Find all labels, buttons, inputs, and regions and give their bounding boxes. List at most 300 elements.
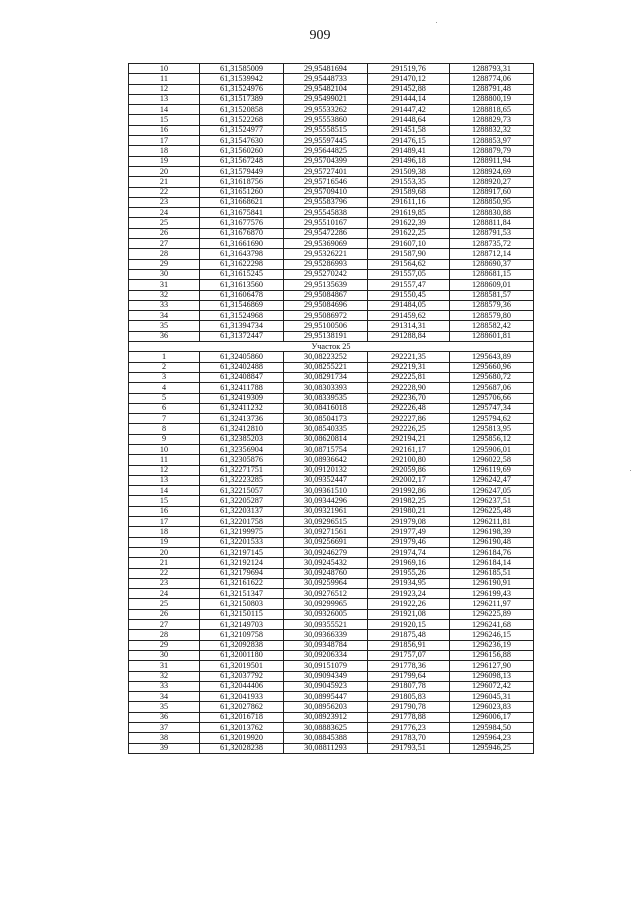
- table-row: [129, 568, 534, 578]
- y-coordinate-cell: 1288829,73: [450, 115, 534, 125]
- x-coordinate-cell: 292194,21: [368, 434, 450, 444]
- y-coordinate-cell: 1288793,31: [450, 64, 534, 74]
- point-number-cell: 18: [129, 527, 200, 537]
- latitude-cell: 61,31546869: [200, 300, 284, 310]
- point-number-cell: 37: [129, 723, 200, 733]
- point-number-cell: 19: [129, 537, 200, 547]
- longitude-cell: 30,09352447: [284, 475, 368, 485]
- point-number-cell: 14: [129, 105, 200, 115]
- y-coordinate-cell: 1296211,81: [450, 517, 534, 527]
- x-coordinate-cell: 291969,16: [368, 558, 450, 568]
- latitude-cell: 61,32013762: [200, 723, 284, 733]
- latitude-cell: 61,31677576: [200, 218, 284, 228]
- x-coordinate-cell: 291589,68: [368, 187, 450, 197]
- table-row: [129, 187, 534, 197]
- table-row: [129, 372, 534, 382]
- point-number-cell: 34: [129, 692, 200, 702]
- point-number-cell: 25: [129, 599, 200, 609]
- table-row: [129, 630, 534, 640]
- latitude-cell: 61,32402488: [200, 362, 284, 372]
- point-number-cell: 12: [129, 465, 200, 475]
- latitude-cell: 61,31520858: [200, 105, 284, 115]
- y-coordinate-cell: 1288601,81: [450, 331, 534, 341]
- point-number-cell: 21: [129, 558, 200, 568]
- longitude-cell: 30,08339535: [284, 393, 368, 403]
- latitude-cell: 61,32419309: [200, 393, 284, 403]
- y-coordinate-cell: 1288582,42: [450, 321, 534, 331]
- point-number-cell: 39: [129, 743, 200, 753]
- latitude-cell: 61,32019920: [200, 733, 284, 743]
- y-coordinate-cell: 1296190,91: [450, 578, 534, 588]
- point-number-cell: 34: [129, 311, 200, 321]
- table-row: [129, 558, 534, 568]
- latitude-cell: 61,32027862: [200, 702, 284, 712]
- longitude-cell: 29,95583796: [284, 197, 368, 207]
- point-number-cell: 26: [129, 228, 200, 238]
- y-coordinate-cell: 1296098,13: [450, 671, 534, 681]
- x-coordinate-cell: 291444,14: [368, 94, 450, 104]
- point-number-cell: 35: [129, 321, 200, 331]
- point-number-cell: 27: [129, 620, 200, 630]
- table-row: [129, 414, 534, 424]
- y-coordinate-cell: 1288581,57: [450, 290, 534, 300]
- longitude-cell: 30,08303393: [284, 383, 368, 393]
- y-coordinate-cell: 1296072,42: [450, 681, 534, 691]
- table-row: [129, 609, 534, 619]
- x-coordinate-cell: 291979,08: [368, 517, 450, 527]
- table-row: [129, 733, 534, 743]
- x-coordinate-cell: 291519,76: [368, 64, 450, 74]
- x-coordinate-cell: 292059,86: [368, 465, 450, 475]
- longitude-cell: 30,08811293: [284, 743, 368, 753]
- y-coordinate-cell: 1296127,90: [450, 661, 534, 671]
- latitude-cell: 61,31524977: [200, 125, 284, 135]
- latitude-cell: 61,32041933: [200, 692, 284, 702]
- x-coordinate-cell: 292226,48: [368, 403, 450, 413]
- x-coordinate-cell: 291974,74: [368, 547, 450, 557]
- y-coordinate-cell: 1288579,80: [450, 311, 534, 321]
- y-coordinate-cell: 1296198,39: [450, 527, 534, 537]
- table-row: [129, 537, 534, 547]
- x-coordinate-cell: 292226,25: [368, 424, 450, 434]
- table-row: [129, 702, 534, 712]
- x-coordinate-cell: 291922,26: [368, 599, 450, 609]
- latitude-cell: 61,32385203: [200, 434, 284, 444]
- table-row: [129, 249, 534, 259]
- point-number-cell: 31: [129, 661, 200, 671]
- longitude-cell: 30,09256691: [284, 537, 368, 547]
- x-coordinate-cell: 292236,70: [368, 393, 450, 403]
- table-row: [129, 589, 534, 599]
- x-coordinate-cell: 291496,18: [368, 156, 450, 166]
- latitude-cell: 61,32405860: [200, 352, 284, 362]
- y-coordinate-cell: 1296241,68: [450, 620, 534, 630]
- latitude-cell: 61,32028238: [200, 743, 284, 753]
- table-row: [129, 197, 534, 207]
- x-coordinate-cell: 291459,62: [368, 311, 450, 321]
- point-number-cell: 36: [129, 712, 200, 722]
- x-coordinate-cell: 291955,26: [368, 568, 450, 578]
- latitude-cell: 61,31651260: [200, 187, 284, 197]
- latitude-cell: 61,31560260: [200, 146, 284, 156]
- table-row: [129, 424, 534, 434]
- point-number-cell: 16: [129, 506, 200, 516]
- x-coordinate-cell: 292225,81: [368, 372, 450, 382]
- point-number-cell: 24: [129, 589, 200, 599]
- scan-speck: [630, 470, 631, 471]
- x-coordinate-cell: 291470,12: [368, 74, 450, 84]
- point-number-cell: 12: [129, 84, 200, 94]
- point-number-cell: 17: [129, 517, 200, 527]
- point-number-cell: 19: [129, 156, 200, 166]
- longitude-cell: 29,95482104: [284, 84, 368, 94]
- table-row: [129, 321, 534, 331]
- page-number: 909: [309, 28, 331, 43]
- table-row: [129, 681, 534, 691]
- x-coordinate-cell: 292161,17: [368, 444, 450, 454]
- x-coordinate-cell: 291550,45: [368, 290, 450, 300]
- table-row: [129, 578, 534, 588]
- table-row: [129, 331, 534, 341]
- point-number-cell: 1: [129, 352, 200, 362]
- y-coordinate-cell: 1288579,36: [450, 300, 534, 310]
- table-row: [129, 218, 534, 228]
- latitude-cell: 61,32019501: [200, 661, 284, 671]
- y-coordinate-cell: 1296156,88: [450, 650, 534, 660]
- longitude-cell: 30,08255221: [284, 362, 368, 372]
- longitude-cell: 29,95472286: [284, 228, 368, 238]
- latitude-cell: 61,31668621: [200, 197, 284, 207]
- x-coordinate-cell: 291799,64: [368, 671, 450, 681]
- coordinates-table: [128, 63, 534, 754]
- point-number-cell: 14: [129, 486, 200, 496]
- x-coordinate-cell: 291934,95: [368, 578, 450, 588]
- longitude-cell: 29,95286993: [284, 259, 368, 269]
- point-number-cell: 24: [129, 208, 200, 218]
- section-title: Участок 25: [129, 342, 534, 352]
- y-coordinate-cell: 1288830,88: [450, 208, 534, 218]
- point-number-cell: 21: [129, 177, 200, 187]
- table-row: [129, 475, 534, 485]
- x-coordinate-cell: 291619,85: [368, 208, 450, 218]
- latitude-cell: 61,32305876: [200, 455, 284, 465]
- longitude-cell: 30,08923912: [284, 712, 368, 722]
- table-row: [129, 362, 534, 372]
- table-row: [129, 136, 534, 146]
- table-row: [129, 661, 534, 671]
- y-coordinate-cell: 1288609,01: [450, 280, 534, 290]
- latitude-cell: 61,31615245: [200, 269, 284, 279]
- point-number-cell: 10: [129, 64, 200, 74]
- y-coordinate-cell: 1296225,89: [450, 609, 534, 619]
- y-coordinate-cell: 1288791,53: [450, 228, 534, 238]
- x-coordinate-cell: 291923,24: [368, 589, 450, 599]
- latitude-cell: 61,32001180: [200, 650, 284, 660]
- longitude-cell: 29,95716546: [284, 177, 368, 187]
- y-coordinate-cell: 1296242,47: [450, 475, 534, 485]
- latitude-cell: 61,32044406: [200, 681, 284, 691]
- latitude-cell: 61,31394734: [200, 321, 284, 331]
- longitude-cell: 30,08845388: [284, 733, 368, 743]
- table-row: [129, 393, 534, 403]
- longitude-cell: 29,95270242: [284, 269, 368, 279]
- table-row: [129, 290, 534, 300]
- longitude-cell: 30,09296515: [284, 517, 368, 527]
- x-coordinate-cell: 291783,70: [368, 733, 450, 743]
- y-coordinate-cell: 1296006,17: [450, 712, 534, 722]
- latitude-cell: 61,31372447: [200, 331, 284, 341]
- x-coordinate-cell: 291553,35: [368, 177, 450, 187]
- point-number-cell: 9: [129, 434, 200, 444]
- y-coordinate-cell: 1296023,83: [450, 702, 534, 712]
- table-row: [129, 166, 534, 176]
- y-coordinate-cell: 1295794,62: [450, 414, 534, 424]
- longitude-cell: 29,95086972: [284, 311, 368, 321]
- table-row: [129, 228, 534, 238]
- x-coordinate-cell: 291314,31: [368, 321, 450, 331]
- x-coordinate-cell: 291447,42: [368, 105, 450, 115]
- y-coordinate-cell: 1295660,96: [450, 362, 534, 372]
- latitude-cell: 61,31579449: [200, 166, 284, 176]
- point-number-cell: 18: [129, 146, 200, 156]
- longitude-cell: 30,08956203: [284, 702, 368, 712]
- y-coordinate-cell: 1288879,79: [450, 146, 534, 156]
- table-row: [129, 599, 534, 609]
- point-number-cell: 29: [129, 640, 200, 650]
- latitude-cell: 61,32197145: [200, 547, 284, 557]
- latitude-cell: 61,32356904: [200, 444, 284, 454]
- y-coordinate-cell: 1295687,06: [450, 383, 534, 393]
- table-row: [129, 650, 534, 660]
- table-row: [129, 280, 534, 290]
- latitude-cell: 61,32179694: [200, 568, 284, 578]
- latitude-cell: 61,31585009: [200, 64, 284, 74]
- latitude-cell: 61,31539942: [200, 74, 284, 84]
- point-number-cell: 30: [129, 650, 200, 660]
- point-number-cell: 38: [129, 733, 200, 743]
- y-coordinate-cell: 1288920,27: [450, 177, 534, 187]
- latitude-cell: 61,31618756: [200, 177, 284, 187]
- table-row: [129, 239, 534, 249]
- latitude-cell: 61,31613560: [200, 280, 284, 290]
- longitude-cell: 30,09120132: [284, 465, 368, 475]
- x-coordinate-cell: 291757,07: [368, 650, 450, 660]
- y-coordinate-cell: 1288800,19: [450, 94, 534, 104]
- table-row: [129, 692, 534, 702]
- y-coordinate-cell: 1295643,89: [450, 352, 534, 362]
- longitude-cell: 29,95481694: [284, 64, 368, 74]
- point-number-cell: 17: [129, 136, 200, 146]
- coordinates-table-body: [129, 64, 534, 754]
- x-coordinate-cell: 291564,62: [368, 259, 450, 269]
- x-coordinate-cell: 292228,90: [368, 383, 450, 393]
- point-number-cell: 4: [129, 383, 200, 393]
- point-number-cell: 32: [129, 290, 200, 300]
- longitude-cell: 29,95533262: [284, 105, 368, 115]
- y-coordinate-cell: 1295747,34: [450, 403, 534, 413]
- table-row: [129, 620, 534, 630]
- scan-speck: [436, 22, 437, 23]
- table-row: [129, 156, 534, 166]
- table-row: [129, 444, 534, 454]
- longitude-cell: 30,08540335: [284, 424, 368, 434]
- x-coordinate-cell: 291484,05: [368, 300, 450, 310]
- point-number-cell: 11: [129, 455, 200, 465]
- longitude-cell: 30,08620814: [284, 434, 368, 444]
- x-coordinate-cell: 291557,47: [368, 280, 450, 290]
- y-coordinate-cell: 1295856,12: [450, 434, 534, 444]
- y-coordinate-cell: 1288818,65: [450, 105, 534, 115]
- longitude-cell: 30,09344296: [284, 496, 368, 506]
- point-number-cell: 35: [129, 702, 200, 712]
- latitude-cell: 61,31522268: [200, 115, 284, 125]
- latitude-cell: 61,31547630: [200, 136, 284, 146]
- point-number-cell: 25: [129, 218, 200, 228]
- y-coordinate-cell: 1288832,32: [450, 125, 534, 135]
- longitude-cell: 29,95727401: [284, 166, 368, 176]
- y-coordinate-cell: 1295680,72: [450, 372, 534, 382]
- latitude-cell: 61,32412810: [200, 424, 284, 434]
- longitude-cell: 29,95644825: [284, 146, 368, 156]
- x-coordinate-cell: 291856,91: [368, 640, 450, 650]
- y-coordinate-cell: 1295984,50: [450, 723, 534, 733]
- longitude-cell: 30,09326005: [284, 609, 368, 619]
- table-row: [129, 269, 534, 279]
- table-row: [129, 146, 534, 156]
- latitude-cell: 61,32411788: [200, 383, 284, 393]
- x-coordinate-cell: 292221,35: [368, 352, 450, 362]
- table-row: [129, 403, 534, 413]
- latitude-cell: 61,32161622: [200, 578, 284, 588]
- table-row: [129, 74, 534, 84]
- x-coordinate-cell: 292219,31: [368, 362, 450, 372]
- x-coordinate-cell: 291288,84: [368, 331, 450, 341]
- latitude-cell: 61,32201533: [200, 537, 284, 547]
- table-row: [129, 517, 534, 527]
- point-number-cell: 29: [129, 259, 200, 269]
- latitude-cell: 61,32223285: [200, 475, 284, 485]
- point-number-cell: 7: [129, 414, 200, 424]
- longitude-cell: 29,95545838: [284, 208, 368, 218]
- table-row: [129, 84, 534, 94]
- longitude-cell: 30,08995447: [284, 692, 368, 702]
- x-coordinate-cell: 291778,36: [368, 661, 450, 671]
- longitude-cell: 30,08715754: [284, 444, 368, 454]
- latitude-cell: 61,32203137: [200, 506, 284, 516]
- longitude-cell: 29,95510167: [284, 218, 368, 228]
- point-number-cell: 32: [129, 671, 200, 681]
- longitude-cell: 30,08504173: [284, 414, 368, 424]
- x-coordinate-cell: 291807,78: [368, 681, 450, 691]
- y-coordinate-cell: 1288917,60: [450, 187, 534, 197]
- point-number-cell: 36: [129, 331, 200, 341]
- point-number-cell: 22: [129, 187, 200, 197]
- y-coordinate-cell: 1296045,31: [450, 692, 534, 702]
- table-row: [129, 208, 534, 218]
- point-number-cell: 20: [129, 547, 200, 557]
- y-coordinate-cell: 1296184,14: [450, 558, 534, 568]
- y-coordinate-cell: 1295946,25: [450, 743, 534, 753]
- longitude-cell: 30,08416018: [284, 403, 368, 413]
- longitude-cell: 30,09299965: [284, 599, 368, 609]
- y-coordinate-cell: 1296199,43: [450, 589, 534, 599]
- table-row: [129, 486, 534, 496]
- longitude-cell: 29,95135639: [284, 280, 368, 290]
- longitude-cell: 30,09151079: [284, 661, 368, 671]
- point-number-cell: 31: [129, 280, 200, 290]
- point-number-cell: 13: [129, 94, 200, 104]
- x-coordinate-cell: 292100,80: [368, 455, 450, 465]
- y-coordinate-cell: 1296225,48: [450, 506, 534, 516]
- latitude-cell: 61,32205287: [200, 496, 284, 506]
- x-coordinate-cell: 291875,48: [368, 630, 450, 640]
- table-row: [129, 383, 534, 393]
- x-coordinate-cell: 291982,25: [368, 496, 450, 506]
- y-coordinate-cell: 1288853,97: [450, 136, 534, 146]
- point-number-cell: 23: [129, 578, 200, 588]
- table-row: [129, 105, 534, 115]
- longitude-cell: 29,95499021: [284, 94, 368, 104]
- table-row: [129, 455, 534, 465]
- section-header-row: [129, 342, 534, 352]
- y-coordinate-cell: 1295964,23: [450, 733, 534, 743]
- latitude-cell: 61,32149703: [200, 620, 284, 630]
- x-coordinate-cell: 291805,83: [368, 692, 450, 702]
- x-coordinate-cell: 291476,15: [368, 136, 450, 146]
- longitude-cell: 30,08883625: [284, 723, 368, 733]
- table-row: [129, 547, 534, 557]
- x-coordinate-cell: 291977,49: [368, 527, 450, 537]
- longitude-cell: 29,95597445: [284, 136, 368, 146]
- latitude-cell: 61,32413736: [200, 414, 284, 424]
- longitude-cell: 29,95448733: [284, 74, 368, 84]
- latitude-cell: 61,32199975: [200, 527, 284, 537]
- point-number-cell: 27: [129, 239, 200, 249]
- y-coordinate-cell: 1288690,37: [450, 259, 534, 269]
- longitude-cell: 30,09355521: [284, 620, 368, 630]
- point-number-cell: 30: [129, 269, 200, 279]
- longitude-cell: 29,95138191: [284, 331, 368, 341]
- latitude-cell: 61,31517389: [200, 94, 284, 104]
- table-row: [129, 671, 534, 681]
- y-coordinate-cell: 1288735,72: [450, 239, 534, 249]
- x-coordinate-cell: 291992,86: [368, 486, 450, 496]
- point-number-cell: 6: [129, 403, 200, 413]
- y-coordinate-cell: 1296022,58: [450, 455, 534, 465]
- latitude-cell: 61,31643798: [200, 249, 284, 259]
- point-number-cell: 13: [129, 475, 200, 485]
- x-coordinate-cell: 291979,46: [368, 537, 450, 547]
- latitude-cell: 61,32150115: [200, 609, 284, 619]
- x-coordinate-cell: 291980,21: [368, 506, 450, 516]
- y-coordinate-cell: 1288791,48: [450, 84, 534, 94]
- table-row: [129, 300, 534, 310]
- y-coordinate-cell: 1295813,95: [450, 424, 534, 434]
- latitude-cell: 61,32151347: [200, 589, 284, 599]
- table-row: [129, 177, 534, 187]
- latitude-cell: 61,31676870: [200, 228, 284, 238]
- table-row: [129, 527, 534, 537]
- longitude-cell: 30,09276512: [284, 589, 368, 599]
- y-coordinate-cell: 1296247,05: [450, 486, 534, 496]
- x-coordinate-cell: 291607,10: [368, 239, 450, 249]
- point-number-cell: 15: [129, 496, 200, 506]
- y-coordinate-cell: 1296211,97: [450, 599, 534, 609]
- x-coordinate-cell: 291448,64: [368, 115, 450, 125]
- table-row: [129, 311, 534, 321]
- point-number-cell: 2: [129, 362, 200, 372]
- table-row: [129, 115, 534, 125]
